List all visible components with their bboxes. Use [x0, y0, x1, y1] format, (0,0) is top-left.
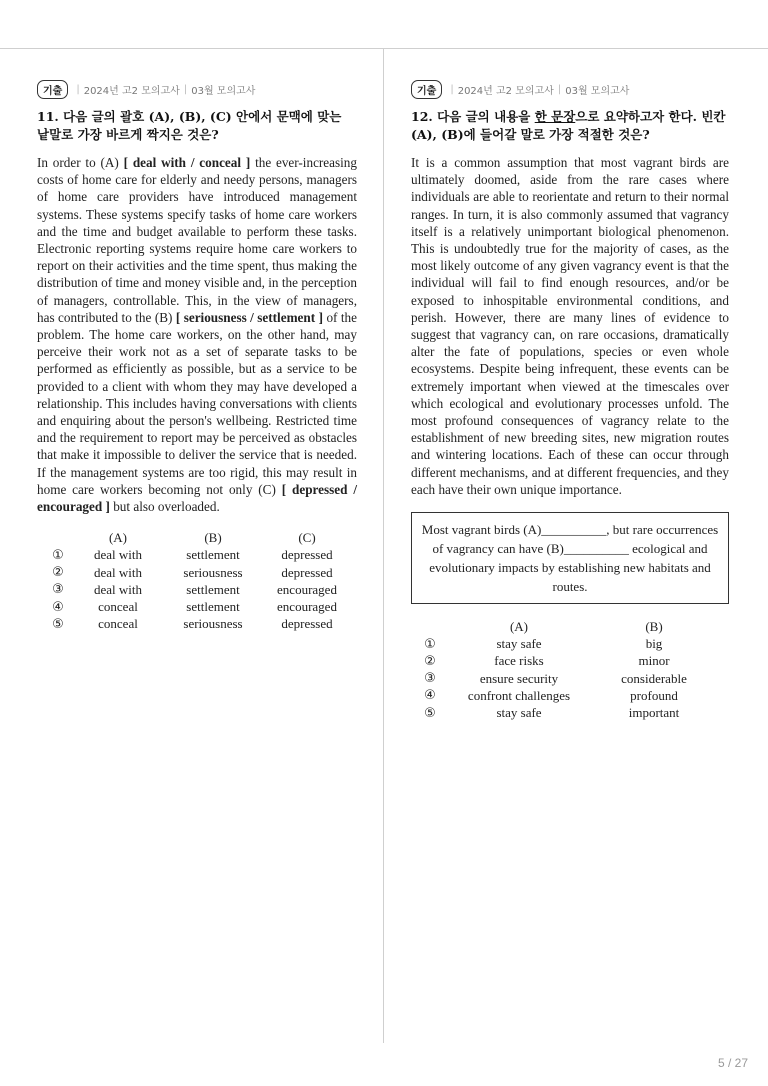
option-number: ②: [52, 565, 64, 580]
option-number: ⑤: [424, 705, 436, 721]
option-b: profound: [630, 687, 678, 703]
question-11-meta: [37, 80, 357, 98]
option-b: seriousness: [183, 564, 243, 580]
blank-b-choices: [ seriousness / settlement ]: [175, 309, 323, 325]
meta-separator: |: [450, 83, 454, 95]
summary-box: Most vagrant birds (A)__________, but rare occurrences of vagrancy can have (B)__________ ecological and evolutionary impacts by establishing new habitats and routes.: [411, 512, 729, 604]
option-row-1[interactable]: [415, 635, 715, 652]
option-b: seriousness: [183, 616, 243, 632]
exam-month: 03월 모의고사: [191, 85, 256, 97]
option-number: ④: [424, 688, 436, 704]
column-header-b: (B): [645, 618, 663, 634]
option-b: important: [628, 705, 680, 721]
option-number: ⑤: [52, 616, 64, 632]
option-number: ②: [424, 653, 436, 669]
option-row-1[interactable]: [43, 547, 351, 564]
option-b: big: [645, 636, 663, 651]
option-a: deal with: [93, 547, 142, 563]
question-11: [37, 80, 357, 633]
exam-year: 2024년 고2 모의고사: [83, 85, 180, 97]
options-header: [43, 529, 351, 546]
blank-a-choices: [ deal with / conceal ]: [123, 155, 251, 170]
option-row-2[interactable]: [43, 564, 351, 581]
option-c: depressed: [281, 547, 333, 563]
passage-text: In order to (A): [37, 155, 124, 170]
exam-year: 2024년 고2 모의고사: [457, 85, 554, 97]
page-number: 5 / 27: [717, 1056, 748, 1070]
option-row-3[interactable]: [415, 670, 715, 687]
option-row-5[interactable]: [43, 616, 351, 633]
option-row-4[interactable]: [415, 687, 715, 704]
question-11-passage: [37, 154, 357, 515]
option-b: considerable: [621, 670, 687, 686]
option-b: settlement: [186, 581, 240, 597]
past-exam-badge: 기출: [37, 80, 68, 99]
option-b: minor: [638, 653, 670, 669]
exam-month: 03월 모의고사: [565, 85, 630, 97]
option-a: deal with: [93, 581, 142, 597]
option-a: conceal: [98, 599, 138, 615]
passage-text: the ever-increasing costs of home care for elderly and needy persons, managers of home care providers have introduced management systems. These systems specify tasks of home care workers and the time and budget available to perform these tasks. Electronic reporting systems require home care workers to report on their activities and the time spent, thus making the distribution of time and money visible and, in the perception of managers, controllable. This, in the view of managers, has contributed to the (B): [37, 155, 357, 325]
option-a: conceal: [98, 616, 138, 632]
question-12-meta: [411, 80, 729, 98]
column-header-b: (B): [204, 529, 222, 545]
column-divider: [383, 48, 384, 1043]
past-exam-badge: 기출: [411, 80, 442, 99]
option-row-5[interactable]: [415, 705, 715, 722]
column-header-a: (A): [108, 529, 128, 545]
option-number: ④: [52, 599, 64, 615]
title-text: 12. 다음 글의 내용을: [411, 109, 535, 124]
question-12-title: [411, 108, 729, 144]
option-row-4[interactable]: [43, 598, 351, 615]
blank-c-choices: [ depressed / encouraged ]: [37, 481, 358, 515]
title-text: 으로 요약하고자 한다. 빈칸 (A), (B)에 들어갈 말로 가장 적절한 것은?: [411, 109, 726, 142]
column-header-a: (A): [509, 618, 529, 634]
option-c: encouraged: [277, 581, 337, 597]
option-number: ①: [424, 636, 436, 652]
option-c: depressed: [281, 616, 333, 632]
option-a: stay safe: [496, 636, 542, 651]
passage-text: of the problem. The home care workers, on the other hand, may perceive their work not as a set of separate tasks to be performed as efficiently as possible, but as a service to be provided to a client with whom they may have developed a relationship. This includes having conversations with clients and enquiring about the person's wellbeing. Restricted time and the requirement to report may be perceived as obstacles that make it impossible to deliver the service that is needed. If the management systems are too rigid, this may result in home care workers becoming not only (C): [37, 309, 357, 497]
question-12: [411, 80, 729, 722]
option-c: depressed: [281, 564, 333, 580]
option-row-2[interactable]: [415, 653, 715, 670]
option-a: face risks: [494, 653, 544, 669]
option-number: ③: [424, 671, 436, 687]
option-a: ensure security: [479, 670, 559, 686]
question-12-options: [415, 618, 715, 722]
option-row-3[interactable]: [43, 581, 351, 598]
column-header-c: (C): [298, 529, 316, 545]
question-11-title: 11. 다음 글의 괄호 (A), (B), (C) 안에서 문맥에 맞는 낱말로 가장 바르게 짝지은 것은?: [37, 109, 342, 142]
options-header: [415, 618, 715, 635]
option-a: deal with: [93, 564, 142, 580]
meta-separator: |: [183, 83, 188, 95]
question-12-passage: It is a common assumption that most vagrant birds are ultimately doomed, aside from the rare cases where individuals are able to reorientate and return to their normal ranges. In turn, it is also commonly assumed that vagrancy itself is a relatively unimportant biological phenomenon. This is undoubtedly true for the majority of cases, as the most likely outcome of any given vagrancy event is that the individual will fail to find enough resources, and/or be exposed to inhospitable environmental conditions, and perish. However, there are many lines of evidence to suggest that vagrancy can, on rare occasions, dramatically alter the fate of populations, species or even whole ecosystems. Despite being infrequent, these events can be extremely important when viewed at the timescales over which ecological and evolutionary processes unfold. The most profound consequences of vagrancy relate to the establishment of new breeding sites, new migration routes and wintering locations. Each of these can occur through different mechanisms, and at different frequencies, and they each have their own unique importance.: [411, 155, 729, 497]
option-b: settlement: [186, 599, 240, 615]
option-b: settlement: [186, 547, 240, 563]
option-c: encouraged: [277, 599, 337, 615]
question-11-options: [43, 529, 351, 633]
meta-separator: |: [76, 83, 80, 95]
title-underlined: 한 문장: [534, 109, 576, 124]
option-number: ③: [52, 582, 64, 598]
option-a: stay safe: [496, 705, 542, 721]
meta-separator: |: [557, 83, 562, 95]
option-number: ①: [52, 547, 64, 563]
passage-text: but also overloaded.: [109, 499, 220, 515]
option-a: confront challenges: [467, 687, 571, 703]
header-rule: [0, 48, 768, 49]
